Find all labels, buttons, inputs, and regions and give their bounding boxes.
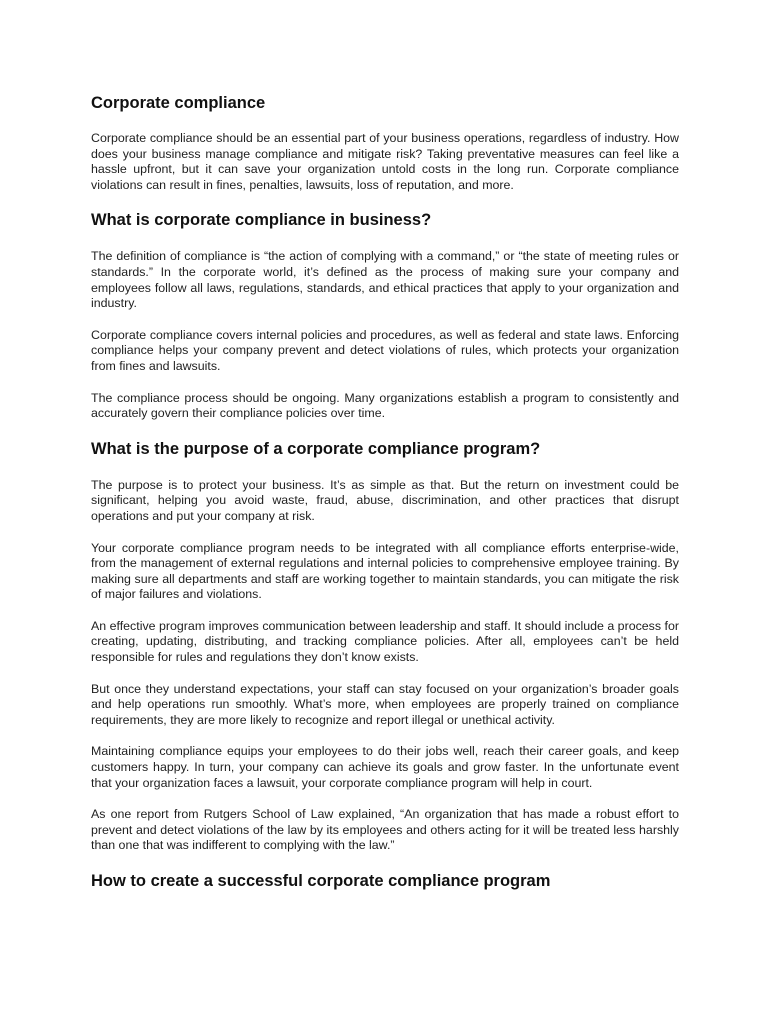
paragraph: The definition of compliance is “the action of complying with a command,” or “the state of meeting rules or standards.” In the corporate world, it’s defined as the process of making sure your company and employees follow all laws, regulations, standards, and ethical practices that apply to your organization and industry. [91,249,679,311]
document-title: Corporate compliance [91,94,266,112]
paragraph: Maintaining compliance equips your employees to do their jobs well, reach their career goals, and keep customers happy. In turn, your company can achieve its goals and grow faster. In the unfortunate event that your organization faces a lawsuit, your corporate compliance program will help in court. [91,744,679,790]
paragraph: An effective program improves communication between leadership and staff. It should include a process for creating, updating, distributing, and tracking compliance policies. After all, employees can’t be held responsible for rules and regulations they don’t know exists. [91,618,679,665]
paragraph: Your corporate compliance program needs to be integrated with all compliance efforts enterprise-wide, from the management of external regulations and internal policies to comprehensive employee training. By making sure all departments and staff are working together to maintain standards, you can mitigate the risk of major failures and violations. [91,540,679,602]
section-heading-purpose: What is the purpose of a corporate compliance program? [91,439,541,458]
paragraph: The compliance process should be ongoing. Many organizations establish a program to consistently and accurately govern their compliance policies over time. [91,390,679,421]
document-page [91,92,679,910]
paragraph: But once they understand expectations, your staff can stay focused on your organization’s broader goals and help operations run smoothly. What’s more, when employees are properly trained on compliance requirements, they are more likely to recognize and report illegal or unethical activity. [91,681,679,727]
section-heading-what-is: What is corporate compliance in business? [91,211,432,230]
section-heading-how-to-create: How to create a successful corporate compliance program [91,872,551,890]
paragraph: The purpose is to protect your business. It’s as simple as that. But the return on investment could be significant, helping you avoid waste, fraud, abuse, discrimination, and other practices that disrupt operations and put your company at risk. [91,477,679,523]
paragraph: Corporate compliance covers internal policies and procedures, as well as federal and state laws. Enforcing compliance helps your company prevent and detect violations of rules, which protects your organization from fines and lawsuits. [91,327,679,373]
intro-paragraph: Corporate compliance should be an essential part of your business operations, regardless of industry. How does your business manage compliance and mitigate risk? Taking preventative measures can feel like a hassle upfront, but it can save your organization untold costs in the long run. Corporate compliance violations can result in fines, penalties, lawsuits, loss of reputation, and more. [91,131,679,192]
paragraph: As one report from Rutgers School of Law explained, “An organization that has made a robust effort to prevent and detect violations of the law by its employees and others acting for it will be treated less harshly than one that was indifferent to complying with the law.” [91,807,679,853]
